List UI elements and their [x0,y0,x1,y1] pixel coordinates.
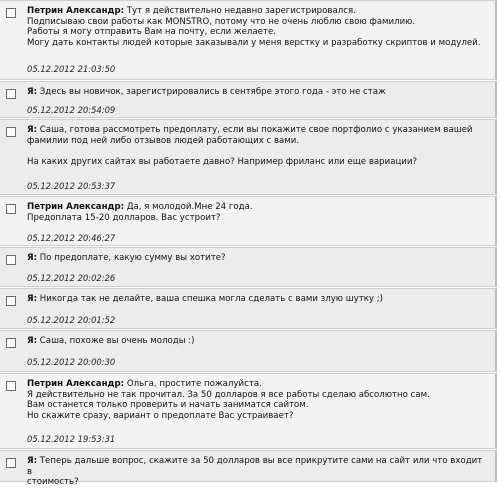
select-checkbox[interactable] [6,458,16,468]
message-item [0,247,497,287]
message-item [0,196,497,246]
message-text-line: Саша, похоже вы очень молоды :) [39,336,195,346]
message-body [27,253,487,264]
message-author: Петрин Александр: [27,379,125,389]
message-text-line: Работы я могу отправить Вам на почту, если желаете. [27,27,276,38]
message-text-line: Могу дать контакты людей которые заказывали у меня верстку и разработку скриптов и модулей. [27,38,481,49]
select-checkbox[interactable] [6,338,16,348]
select-checkbox[interactable] [6,204,16,214]
message-body [27,336,487,347]
message-item [0,288,497,329]
message-author: Петрин Александр: [27,6,125,16]
message-author: Я: [27,125,38,135]
message-text-line: По предоплате, какую сумму вы хотите? [39,253,226,263]
message-body [27,87,487,98]
message-body [27,202,487,223]
message-author: Я: [27,294,38,304]
message-body [27,6,487,49]
select-checkbox[interactable] [6,8,16,18]
message-body [27,379,487,422]
message-text-line: Вам останется только проверить и начать заниматся сайтом. [27,400,309,411]
message-timestamp: 05.12.2012 20:54:09 [27,105,116,115]
message-text-line: Подписываю свои работы как MONSTRO, потому что не очень люблю свою фамилию. [27,16,416,27]
message-text-line: Я действительно не так прочитал. За 50 долларов я все работы сделаю абсолютно сам. [27,389,430,400]
message-timestamp: 05.12.2012 20:53:37 [27,181,116,191]
message-timestamp: 05.12.2012 20:00:30 [27,357,116,367]
message-timestamp: 05.12.2012 20:01:52 [27,315,116,325]
message-text-line: Но скажите сразу, вариант о предоплате Вас устраивает? [27,411,294,422]
message-text-line [27,146,487,157]
message-author: Я: [27,87,38,97]
message-item [0,81,497,118]
message-text-line: На каких других сайтах вы работаете давно? Например фриланс или еще вариации? [27,157,418,168]
message-timestamp: 05.12.2012 19:53:31 [27,434,116,444]
message-text-line: Теперь дальше вопрос, скажите за 50 долларов вы все прикрутите сами на сайт или что входит в [27,456,483,477]
message-text-line: стоимость? [27,477,79,488]
message-text-line: Тут я действительно недавно зарегистрировался. [126,6,356,16]
message-text-line: Предоплата 15-20 долларов. Вас устроит? [27,212,221,223]
message-author: Я: [27,456,38,466]
message-timestamp: 05.12.2012 20:02:26 [27,273,116,283]
message-item [0,0,497,80]
message-item [0,119,497,195]
message-timestamp: 05.12.2012 21:03:50 [27,64,116,74]
message-author: Петрин Александр: [27,202,125,212]
message-author: Я: [27,336,38,346]
message-text-line: Ольга, простите пожалуйста. [126,379,262,389]
select-checkbox[interactable] [6,381,16,391]
message-text-line: Здесь вы новичок, зарегистрировались в сентябре этого года - это не стаж [39,87,386,97]
select-checkbox[interactable] [6,89,16,99]
message-text-line: фамилии под ней либо отзывов людей работающих с вами. [27,135,300,146]
select-checkbox[interactable] [6,255,16,265]
message-item [0,330,497,372]
select-checkbox[interactable] [6,296,16,306]
message-text-line: Да, я молодой.Мне 24 года. [126,202,253,212]
message-author: Я: [27,253,38,263]
message-text-line: Саша, готова рассмотреть предоплату, если вы покажите свое портфолио с указанием вашей [39,125,473,135]
message-body [27,125,487,168]
message-text-line: Никогда так не делайте, ваша спешка могла сделать с вами злую шутку ;) [39,294,383,304]
select-checkbox[interactable] [6,127,16,137]
message-body [27,456,487,488]
message-timestamp: 05.12.2012 20:46:27 [27,233,116,243]
message-item [0,373,497,449]
message-item [0,450,497,488]
message-body [27,294,487,305]
